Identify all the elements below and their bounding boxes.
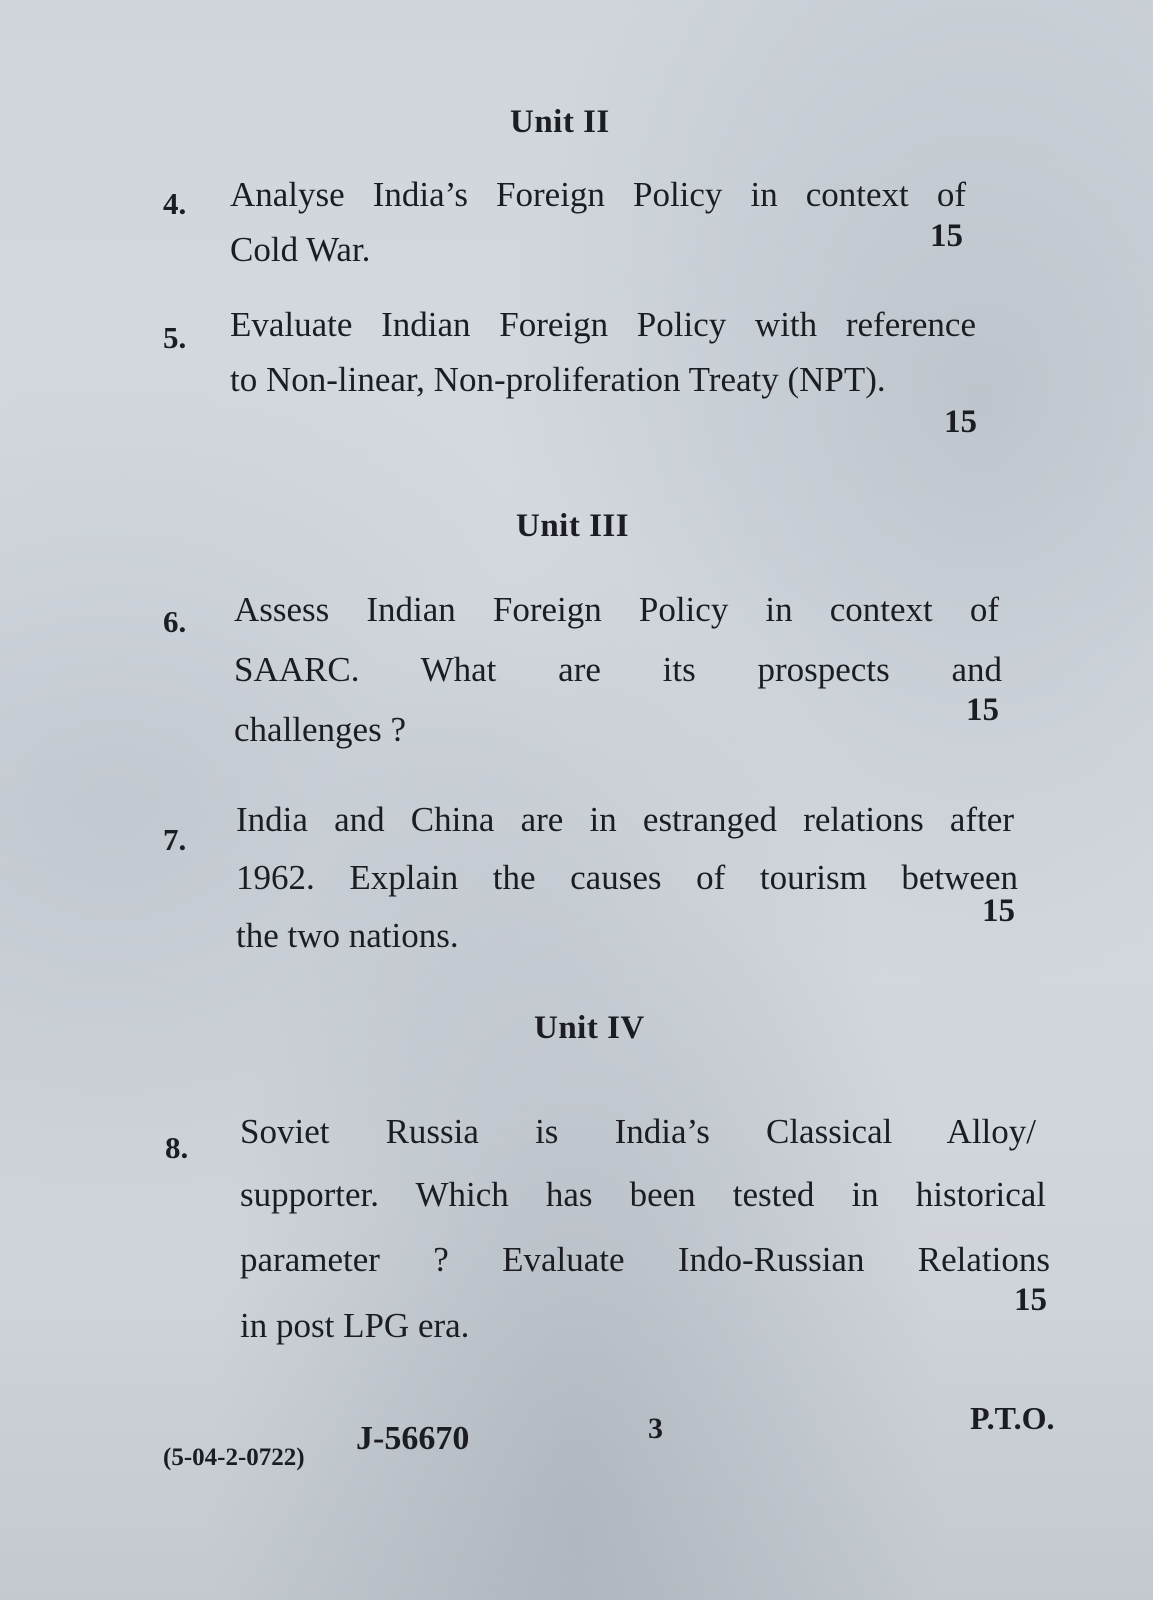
unit-heading: Unit II xyxy=(510,104,610,140)
question-text-line: supporter. Which has been tested in historical xyxy=(240,1175,1046,1214)
question-text-line: in post LPG era. xyxy=(240,1306,470,1345)
page-number: 3 xyxy=(648,1412,663,1445)
question-number: 8. xyxy=(165,1130,189,1165)
question-text-line: Evaluate Indian Foreign Policy with reference xyxy=(230,305,976,344)
question-text-line: Assess Indian Foreign Policy in context of xyxy=(234,590,999,629)
unit-heading: Unit IV xyxy=(534,1010,645,1046)
marks-label: 15 xyxy=(982,893,1015,929)
marks-label: 15 xyxy=(944,404,977,440)
question-text-line: challenges ? xyxy=(234,710,406,749)
question-text-line: SAARC. What are its prospects and xyxy=(234,650,1002,689)
paper-code: (5-04-2-0722) xyxy=(163,1444,305,1471)
question-text-line: India and China are in estranged relations after xyxy=(236,800,1014,839)
question-text-line: Analyse India’s Foreign Policy in context of xyxy=(230,175,966,214)
question-text-line: Cold War. xyxy=(230,230,371,269)
question-text-line: the two nations. xyxy=(236,916,459,955)
question-text-line: to Non-linear, Non-proliferation Treaty (NPT). xyxy=(230,360,886,399)
marks-label: 15 xyxy=(966,692,999,728)
question-number: 7. xyxy=(163,822,187,857)
question-text-line: 1962. Explain the causes of tourism between xyxy=(236,858,1018,897)
question-number: 6. xyxy=(163,604,187,639)
paper-id: J-56670 xyxy=(356,1420,470,1457)
marks-label: 15 xyxy=(1014,1282,1047,1318)
question-number: 4. xyxy=(163,186,187,221)
question-number: 5. xyxy=(163,320,187,355)
question-text-line: parameter ? Evaluate Indo-Russian Relations xyxy=(240,1240,1050,1279)
question-text-line: Soviet Russia is India’s Classical Alloy/ xyxy=(240,1112,1036,1151)
marks-label: 15 xyxy=(930,218,963,254)
unit-heading: Unit III xyxy=(516,508,630,544)
pto-label: P.T.O. xyxy=(970,1400,1055,1436)
